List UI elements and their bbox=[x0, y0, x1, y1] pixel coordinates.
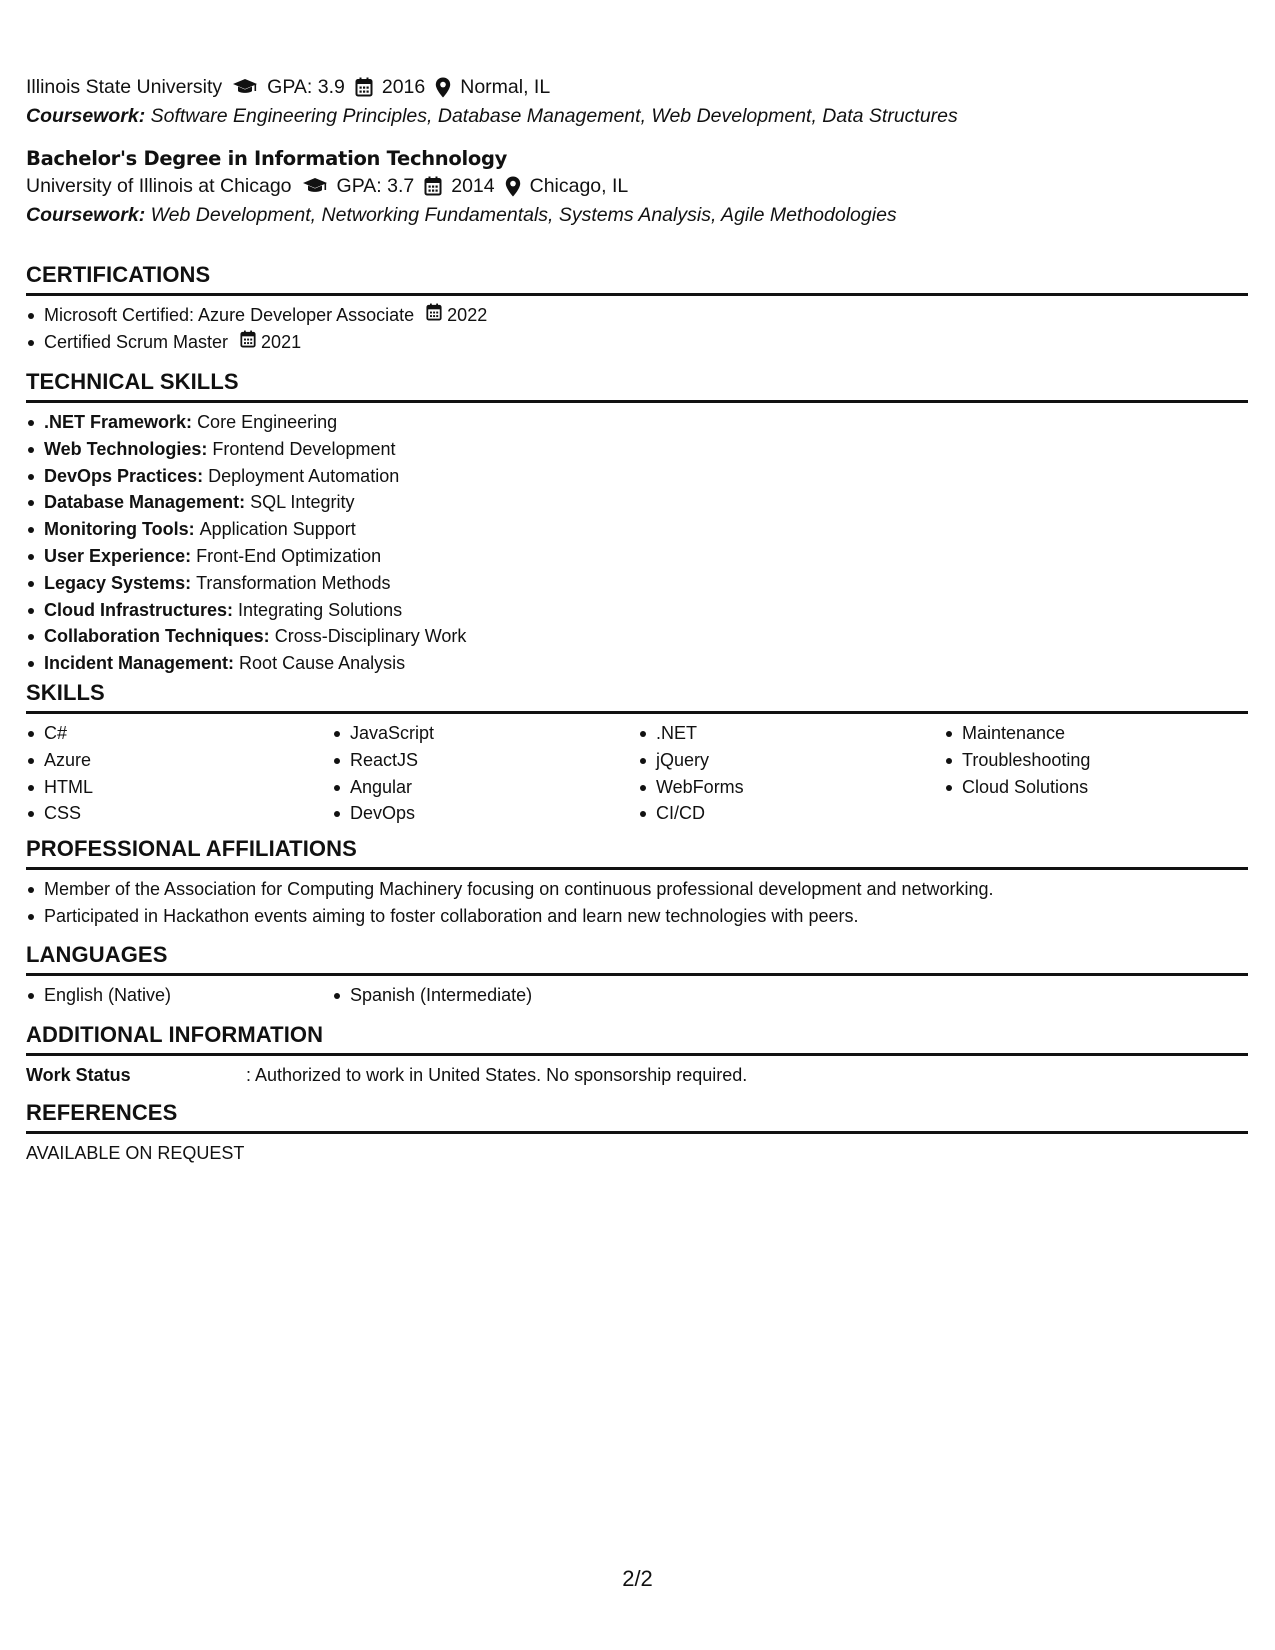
coursework-label: Coursework: bbox=[26, 204, 146, 226]
list-item: Troubleshooting bbox=[944, 747, 1248, 774]
skill-label: Collaboration Techniques: bbox=[44, 626, 270, 647]
gpa-value: GPA: 3.9 bbox=[267, 76, 345, 98]
school-name: Illinois State University bbox=[26, 76, 223, 98]
section-divider bbox=[26, 1053, 1248, 1056]
skill-value: Integrating Solutions bbox=[238, 599, 403, 620]
section-divider bbox=[26, 711, 1248, 714]
affiliations-section bbox=[26, 835, 1248, 930]
skill-label: Web Technologies: bbox=[44, 438, 208, 459]
list-item: WebForms bbox=[638, 774, 944, 801]
list-item: HTML bbox=[26, 774, 332, 801]
section-divider bbox=[26, 293, 1248, 296]
coursework-line bbox=[26, 200, 1248, 230]
list-item: jQuery bbox=[638, 747, 944, 774]
calendar-icon bbox=[426, 302, 447, 329]
education-meta-line bbox=[26, 172, 1248, 200]
list-item bbox=[26, 409, 1248, 436]
skill-label: User Experience: bbox=[44, 545, 192, 566]
certification-name: Microsoft Certified: Azure Developer Associate bbox=[44, 305, 415, 325]
section-title: TECHNICAL SKILLS bbox=[26, 369, 239, 394]
graduation-year: 2014 bbox=[451, 175, 495, 197]
list-item bbox=[26, 570, 1248, 597]
skill-label: Cloud Infrastructures: bbox=[44, 599, 234, 620]
list-item: Angular bbox=[332, 774, 638, 801]
section-divider bbox=[26, 867, 1248, 870]
section-title: SKILLS bbox=[26, 680, 105, 705]
affiliations-list bbox=[26, 876, 1248, 930]
languages-column bbox=[26, 982, 332, 1009]
list-item: DevOps bbox=[332, 800, 638, 827]
technical-skills-section bbox=[26, 368, 1248, 677]
list-item bbox=[26, 623, 1248, 650]
list-item bbox=[26, 463, 1248, 490]
references-text: AVAILABLE ON REQUEST bbox=[26, 1143, 245, 1163]
additional-info-section bbox=[26, 1021, 1248, 1089]
list-item: Member of the Association for Computing Machinery focusing on continuous professional development and networking. bbox=[26, 876, 1248, 903]
skill-value: Deployment Automation bbox=[208, 465, 400, 486]
school-location: Chicago, IL bbox=[529, 175, 629, 197]
list-item bbox=[26, 650, 1248, 677]
certifications-section bbox=[26, 261, 1248, 356]
coursework-list: Software Engineering Principles, Database Management, Web Development, Data Structures bbox=[150, 105, 958, 127]
section-divider bbox=[26, 973, 1248, 976]
list-item: Maintenance bbox=[944, 720, 1248, 747]
list-item: Cloud Solutions bbox=[944, 774, 1248, 801]
list-item: Participated in Hackathon events aiming to foster collaboration and learn new technologies with peers. bbox=[26, 903, 1248, 930]
work-status-row bbox=[26, 1062, 1248, 1089]
list-item bbox=[26, 516, 1248, 543]
degree-title: Bachelor's Degree in Information Technology bbox=[26, 147, 508, 170]
list-item: Spanish (Intermediate) bbox=[332, 982, 638, 1009]
list-item bbox=[26, 436, 1248, 463]
coursework-list: Web Development, Networking Fundamentals, Systems Analysis, Agile Methodologies bbox=[150, 204, 897, 226]
certification-year: 2022 bbox=[447, 305, 488, 325]
school-name: University of Illinois at Chicago bbox=[26, 175, 292, 197]
calendar-icon bbox=[240, 329, 261, 356]
section-title: PROFESSIONAL AFFILIATIONS bbox=[26, 836, 357, 861]
list-item: .NET bbox=[638, 720, 944, 747]
technical-skills-list bbox=[26, 409, 1248, 677]
list-item bbox=[26, 489, 1248, 516]
calendar-icon bbox=[355, 77, 373, 97]
skill-value: SQL Integrity bbox=[250, 492, 355, 513]
section-divider bbox=[26, 1131, 1248, 1134]
references-section bbox=[26, 1099, 1248, 1167]
graduation-cap-icon bbox=[302, 177, 328, 195]
list-item: English (Native) bbox=[26, 982, 332, 1009]
gpa-value: GPA: 3.7 bbox=[336, 175, 415, 197]
calendar-icon bbox=[424, 176, 442, 196]
languages-section bbox=[26, 941, 1248, 1009]
coursework-label: Coursework: bbox=[26, 105, 146, 127]
list-item: CI/CD bbox=[638, 800, 944, 827]
skills-column bbox=[944, 720, 1248, 827]
skill-value: Frontend Development bbox=[212, 438, 396, 459]
coursework-line bbox=[26, 101, 1248, 131]
certifications-list bbox=[26, 302, 1248, 356]
list-item bbox=[26, 543, 1248, 570]
section-title: LANGUAGES bbox=[26, 942, 168, 967]
section-title: CERTIFICATIONS bbox=[26, 262, 211, 287]
section-divider bbox=[26, 400, 1248, 403]
skills-section bbox=[26, 679, 1248, 827]
page-number: 2/2 bbox=[622, 1566, 653, 1591]
skills-column bbox=[26, 720, 332, 827]
education-entry-1 bbox=[26, 73, 1248, 131]
map-pin-icon bbox=[505, 176, 521, 197]
skill-value: Transformation Methods bbox=[196, 572, 391, 593]
skills-column bbox=[332, 720, 638, 827]
work-status-value: : Authorized to work in United States. No sponsorship required. bbox=[246, 1065, 748, 1085]
graduation-cap-icon bbox=[232, 78, 258, 96]
list-item bbox=[26, 302, 1248, 329]
languages-grid bbox=[26, 982, 1248, 1009]
skill-label: Database Management: bbox=[44, 492, 246, 513]
list-item: CSS bbox=[26, 800, 332, 827]
skill-label: Monitoring Tools: bbox=[44, 519, 195, 540]
section-title: ADDITIONAL INFORMATION bbox=[26, 1022, 324, 1047]
skill-value: Front-End Optimization bbox=[196, 545, 382, 566]
work-status-label: Work Status bbox=[26, 1065, 131, 1085]
skill-value: Cross-Disciplinary Work bbox=[274, 626, 467, 647]
list-item bbox=[26, 597, 1248, 624]
school-location: Normal, IL bbox=[460, 76, 551, 98]
list-item: JavaScript bbox=[332, 720, 638, 747]
skill-label: .NET Framework: bbox=[44, 412, 193, 432]
list-item: C# bbox=[26, 720, 332, 747]
map-pin-icon bbox=[435, 77, 451, 98]
skill-value: Core Engineering bbox=[197, 412, 338, 432]
skill-value: Root Cause Analysis bbox=[239, 653, 406, 674]
skills-grid bbox=[26, 720, 1248, 827]
graduation-year: 2016 bbox=[381, 76, 426, 98]
list-item: Azure bbox=[26, 747, 332, 774]
skill-label: DevOps Practices: bbox=[44, 465, 204, 486]
section-title: REFERENCES bbox=[26, 1100, 178, 1125]
skill-label: Incident Management: bbox=[44, 653, 235, 674]
education-entry-2 bbox=[26, 146, 1248, 230]
education-meta-line bbox=[26, 73, 1248, 101]
skills-column bbox=[638, 720, 944, 827]
skill-value: Application Support bbox=[199, 519, 356, 540]
certification-year: 2021 bbox=[261, 331, 302, 352]
list-item: ReactJS bbox=[332, 747, 638, 774]
list-item bbox=[26, 329, 1248, 356]
certification-name: Certified Scrum Master bbox=[44, 331, 229, 352]
skill-label: Legacy Systems: bbox=[44, 572, 192, 593]
languages-column bbox=[332, 982, 638, 1009]
